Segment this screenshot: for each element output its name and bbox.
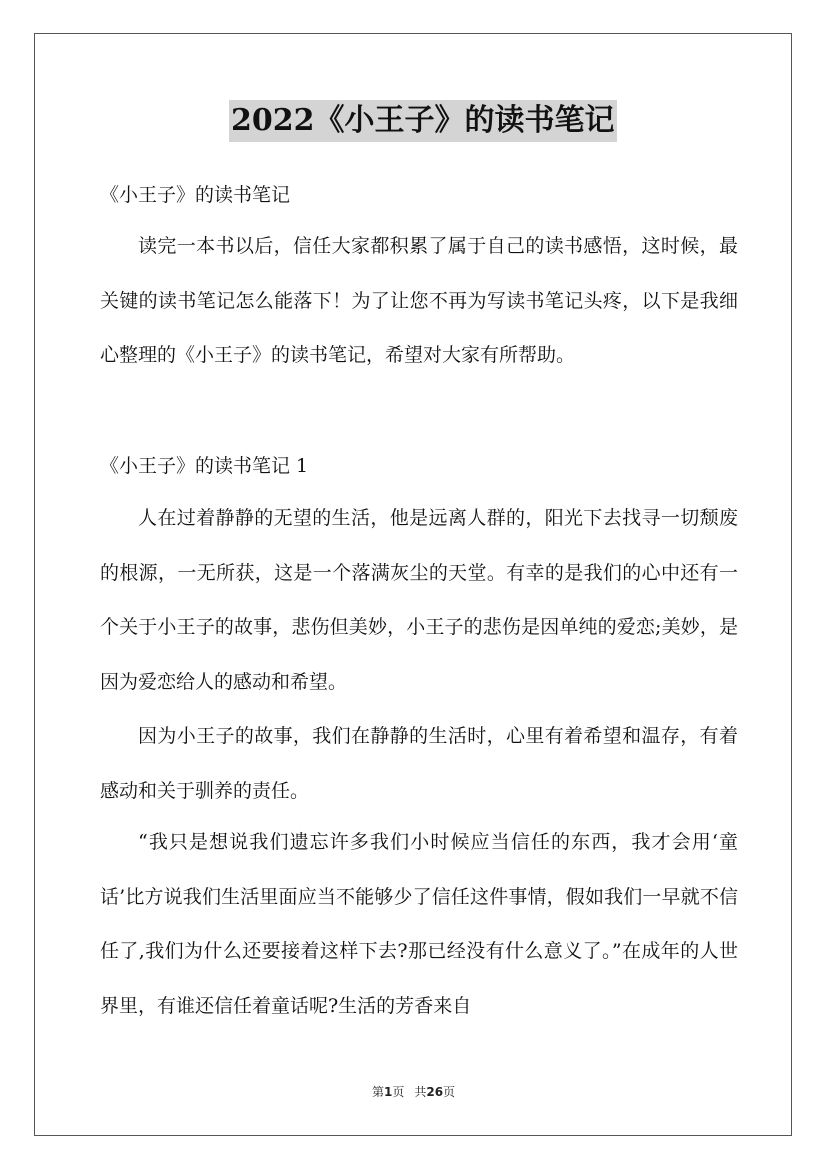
section-heading: 《小王子》的读书笔记 1 xyxy=(100,455,309,477)
page-number: 1 xyxy=(383,1085,393,1099)
intro-paragraph: 读完一本书以后，信任大家都积累了属于自己的读书感悟，这时候，最关键的读书笔记怎么能落下！为了让您不再为写读书笔记头疼，以下是我细心整理的《小王子》的读书笔记，希望对大家有所帮助。 xyxy=(100,235,738,366)
document-title: 2022《小王子》的读书笔记 xyxy=(229,100,617,142)
document-subtitle: 《小王子》的读书笔记 xyxy=(100,184,291,206)
total-prefix: 共 xyxy=(414,1085,427,1099)
page-prefix: 第 xyxy=(371,1085,384,1099)
body-paragraph-3: “我只是想说我们遗忘许多我们小时候应当信任的东西，我才会用‘童话’比方说我们生活里面应当不能够少了信任这件事情，假如我们一早就不信任了,我们为什么还要接着这样下去?那已经没有什么意义了。”在成年的人世界里，有谁还信任着童话呢?生活的芳香来自 xyxy=(100,831,738,1017)
page-footer xyxy=(0,1083,827,1100)
body-paragraph-2: 因为小王子的故事，我们在静静的生活时，心里有着希望和温存，有着感动和关于驯养的责任。 xyxy=(100,725,738,802)
body-paragraph-1: 人在过着静静的无望的生活，他是远离人群的，阳光下去找寻一切颓废的根源，一无所获，这是一个落满灰尘的天堂。有幸的是我们的心中还有一个关于小王子的故事，悲伤但美妙，小王子的悲伤是因单纯的爱恋;美妙，是因为爱恋给人的感动和希望。 xyxy=(100,507,738,693)
total-pages: 26 xyxy=(426,1085,444,1099)
total-suffix: 页 xyxy=(443,1085,456,1099)
page-suffix: 页 xyxy=(392,1085,405,1099)
